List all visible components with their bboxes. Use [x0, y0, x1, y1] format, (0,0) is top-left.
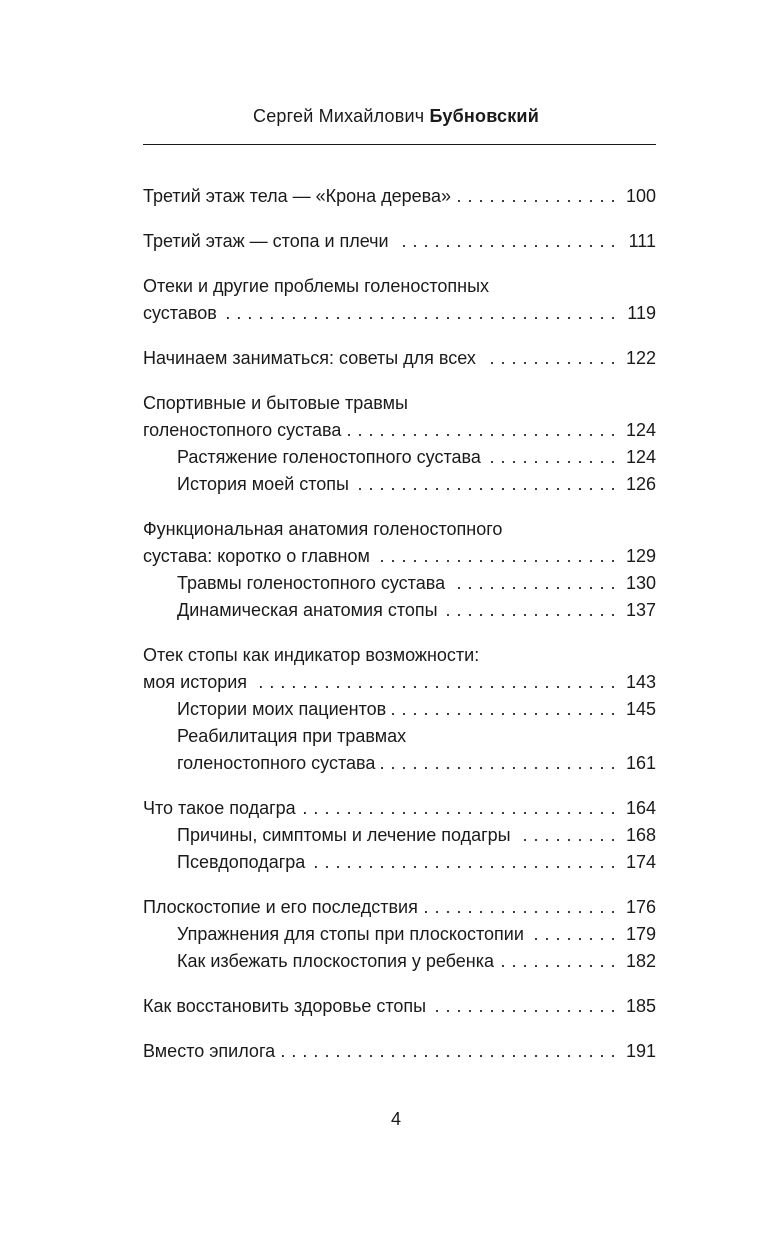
toc-entry: [143, 795, 656, 822]
toc-page-number: 122: [625, 348, 656, 368]
toc-entry-row: [177, 471, 656, 498]
toc-entry-row: [143, 993, 656, 1020]
toc-page-number: 176: [625, 897, 656, 917]
toc-subentry: [143, 444, 656, 471]
toc-entry-title: Растяжение голеностопного сустава: [177, 447, 481, 467]
toc-subentry: [143, 948, 656, 975]
toc-page-number: 191: [625, 1041, 656, 1061]
toc-entry: [143, 345, 656, 372]
toc-entry-title: Вместо эпилога: [143, 1041, 276, 1061]
toc-entry-title: Динамическая анатомия стопы: [177, 600, 438, 620]
toc-entry-title: Причины, симптомы и лечение подагры: [177, 825, 511, 845]
toc-subentry: [143, 921, 656, 948]
toc-entry-title: Как избежать плоскостопия у ребенка: [177, 951, 494, 971]
toc-entry: [143, 894, 656, 921]
toc-entry-title: моя история: [143, 672, 248, 692]
toc-entry-title: сустава: коротко о главном: [143, 546, 370, 566]
toc-entry-title: суставов: [143, 303, 217, 323]
toc-entry-title-line: Отек стопы как индикатор возможности:: [143, 645, 480, 665]
toc-entry-row: [143, 417, 656, 444]
toc-subentry: [143, 723, 656, 777]
toc-entry-row: [143, 669, 656, 696]
toc-entry-title: голеностопного сустава: [177, 753, 376, 773]
toc-page-number: 182: [625, 951, 656, 971]
toc-entry-title: голеностопного сустава: [143, 420, 342, 440]
toc-entry-title: Травмы голеностопного сустава: [177, 573, 446, 593]
toc-subentry: [143, 696, 656, 723]
toc-entry: [143, 273, 656, 327]
dot-leader: [482, 345, 616, 372]
toc-entry-title: Упражнения для стопы при плоскостопии: [177, 924, 524, 944]
toc-page-number: 124: [625, 447, 656, 467]
dot-leader: [381, 750, 616, 777]
toc-entry-row: [143, 228, 656, 255]
dot-leader: [444, 597, 616, 624]
toc-entry-title: Начинаем заниматься: советы для всех: [143, 348, 476, 368]
toc-page-number: 145: [625, 699, 656, 719]
toc-subentry: [143, 822, 656, 849]
toc-entry-row: [143, 894, 656, 921]
toc-entry: [143, 228, 656, 255]
toc-entry-title: Псевдоподагра: [177, 852, 306, 872]
dot-leader: [347, 417, 616, 444]
dot-leader: [311, 849, 616, 876]
toc-entry-title-line: Реабилитация при травмах: [177, 726, 407, 746]
dot-leader: [487, 444, 616, 471]
running-header: [0, 106, 768, 127]
toc-subentry: [143, 597, 656, 624]
toc-page-number: 168: [625, 825, 656, 845]
toc-page-number: 124: [625, 420, 656, 440]
page-number: 4: [390, 1109, 401, 1129]
toc-entry-title: Как восстановить здоровье стопы: [143, 996, 427, 1016]
toc-entry: [143, 183, 656, 210]
toc-entry-title: Третий этаж тела — «Крона дерева»: [143, 186, 452, 206]
toc-entry-row: [143, 300, 656, 327]
dot-leader: [253, 669, 616, 696]
toc-page-number: 130: [625, 573, 656, 593]
toc-entry-row: [143, 795, 656, 822]
toc-entry-title-line: Спортивные и бытовые травмы: [143, 393, 408, 413]
author-surname: Бубновский: [429, 106, 539, 126]
toc-page-number: 179: [625, 924, 656, 944]
toc-entry-title: Третий этаж — стопа и плечи: [143, 231, 389, 251]
dot-leader: [281, 1038, 616, 1065]
dot-leader: [500, 948, 616, 975]
toc-entry-row: [177, 597, 656, 624]
toc-entry-title: История моей стопы: [177, 474, 349, 494]
toc-entry-row: [177, 948, 656, 975]
dot-leader: [451, 570, 616, 597]
dot-leader: [395, 228, 616, 255]
toc-entry-row: [177, 750, 656, 777]
toc-entry: [143, 516, 656, 570]
dot-leader: [530, 921, 616, 948]
toc-subentry: [143, 849, 656, 876]
toc-entry-row: [177, 849, 656, 876]
dot-leader: [376, 543, 616, 570]
toc-subentry: [143, 570, 656, 597]
toc-page-number: 119: [627, 303, 656, 323]
toc-entry-row: [177, 570, 656, 597]
toc-page-number: 137: [625, 600, 656, 620]
dot-leader: [355, 471, 616, 498]
toc-page-number: 161: [625, 753, 656, 773]
dot-leader: [424, 894, 616, 921]
toc-entry-title: Истории моих пациентов: [177, 699, 387, 719]
author-given-name: Сергей Михайлович: [253, 106, 425, 126]
dot-leader: [517, 822, 616, 849]
toc-entry-row: [143, 543, 656, 570]
toc-entry-row: [177, 921, 656, 948]
toc-page-number: 143: [625, 672, 656, 692]
toc-entry-row: [177, 822, 656, 849]
toc-page-number: 174: [625, 852, 656, 872]
toc-page-number: 111: [628, 231, 656, 251]
toc-entry-row: [177, 696, 656, 723]
toc-page-number: 185: [625, 996, 656, 1016]
toc-page-number: 126: [625, 474, 656, 494]
toc-entry: [143, 642, 656, 696]
table-of-contents: [143, 183, 656, 1065]
toc-entry: [143, 390, 656, 444]
toc-entry-row: [143, 1038, 656, 1065]
dot-leader: [223, 300, 616, 327]
toc-page-number: 100: [625, 186, 656, 206]
dot-leader: [392, 696, 616, 723]
toc-entry-row: [143, 183, 656, 210]
toc-subentry: [143, 471, 656, 498]
toc-entry-title: Плоскостопие и его последствия: [143, 897, 418, 917]
toc-entry-title-line: Отеки и другие проблемы голеностопных: [143, 276, 490, 296]
dot-leader: [432, 993, 616, 1020]
toc-entry-row: [177, 444, 656, 471]
toc-entry-row: [143, 345, 656, 372]
dot-leader: [457, 183, 616, 210]
toc-page-number: 164: [625, 798, 656, 818]
toc-entry: [143, 993, 656, 1020]
toc-entry: [143, 1038, 656, 1065]
toc-entry-title: Что такое подагра: [143, 798, 296, 818]
header-rule: [143, 144, 656, 145]
dot-leader: [302, 795, 616, 822]
toc-page-number: 129: [625, 546, 656, 566]
toc-entry-title-line: Функциональная анатомия голеностопного: [143, 519, 503, 539]
